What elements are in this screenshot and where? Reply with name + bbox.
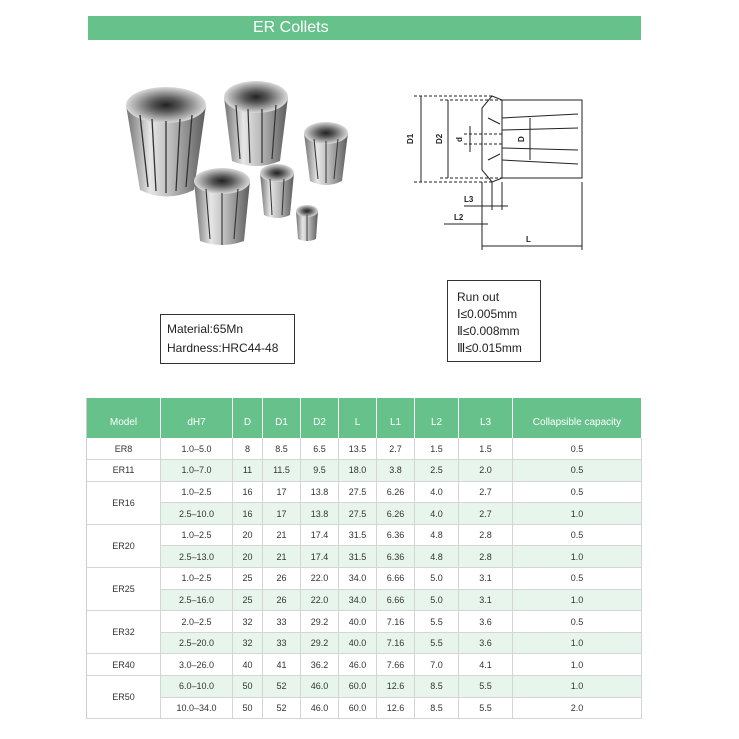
table-cell: 2.0–2.5 [161,611,233,633]
table-row [87,697,642,719]
table-cell: 40.0 [339,632,377,654]
table-cell: 60.0 [339,697,377,719]
collet-large-left [126,87,206,197]
table-cell: 3.1 [459,568,513,590]
table-cell: 1.0–2.5 [161,481,233,503]
model-cell: ER25 [87,568,161,611]
table-cell: 40.0 [339,611,377,633]
table-cell: 21 [263,546,301,568]
label-l3: L3 [464,195,474,204]
table-cell: 1.0–7.0 [161,460,233,482]
table-row [87,503,642,525]
table-cell: 2.5–10.0 [161,503,233,525]
table-cell: 34.0 [339,589,377,611]
table-cell: 3.1 [459,589,513,611]
table-row [87,654,642,676]
table-cell: 1.0 [513,676,642,698]
table-cell: 2.5–16.0 [161,589,233,611]
table-cell: 2.5 [415,460,459,482]
table-cell: 36.2 [301,654,339,676]
table-cell: 21 [263,524,301,546]
table-cell: 9.5 [301,460,339,482]
table-cell: 1.0 [513,589,642,611]
model-cell: ER16 [87,481,161,524]
table-cell: 1.0 [513,654,642,676]
table-cell: 1.0–2.5 [161,524,233,546]
table-cell: 17 [263,503,301,525]
table-cell: 27.5 [339,481,377,503]
table-cell: 7.66 [377,654,415,676]
collet-dimension-diagram [404,78,586,256]
table-cell: 20 [233,524,263,546]
table-cell: 25 [233,589,263,611]
table-cell: 6.0–10.0 [161,676,233,698]
model-cell: ER20 [87,524,161,567]
table-cell: 26 [263,589,301,611]
table-cell: 0.5 [513,438,642,460]
table-cell: 22.0 [301,589,339,611]
table-cell: 13.8 [301,481,339,503]
table-cell: 2.0 [459,460,513,482]
table-row [87,589,642,611]
table-cell: 31.5 [339,546,377,568]
table-cell: 0.5 [513,481,642,503]
table-cell: 5.0 [415,589,459,611]
table-cell: 8.5 [415,676,459,698]
table-cell: 2.7 [459,481,513,503]
table-cell: 3.0–26.0 [161,654,233,676]
table-cell: 13.8 [301,503,339,525]
table-cell: 5.5 [459,697,513,719]
table-cell: 17 [263,481,301,503]
table-cell: 12.6 [377,676,415,698]
table-cell: 1.0–2.5 [161,568,233,590]
table-cell: 8.5 [263,438,301,460]
table-cell: 50 [233,676,263,698]
table-row [87,460,642,482]
table-cell: 1.0 [513,632,642,654]
table-cell: 7.16 [377,611,415,633]
table-cell: 6.5 [301,438,339,460]
collet-small [260,164,294,218]
table-cell: 4.0 [415,481,459,503]
runout-heading: Run out [457,290,500,304]
runout-line-3: Ⅲ≤0.015mm [457,341,522,355]
table-cell: 6.36 [377,524,415,546]
column-header: D2 [301,398,339,438]
table-cell: 46.0 [339,654,377,676]
table-cell: 4.8 [415,524,459,546]
collet-medium-right [304,122,348,185]
label-big-d: D [517,136,526,142]
label-l2: L2 [454,213,464,222]
table-cell: 5.0 [415,568,459,590]
table-cell: 10.0–34.0 [161,697,233,719]
table-cell: 26 [263,568,301,590]
table-cell: 46.0 [301,676,339,698]
table-cell: 12.6 [377,697,415,719]
table-cell: 20 [233,546,263,568]
table-cell: 52 [263,697,301,719]
label-d2: D2 [435,133,444,144]
table-cell: 2.0 [513,697,642,719]
table-cell: 2.8 [459,546,513,568]
table-cell: 52 [263,676,301,698]
table-row [87,524,642,546]
table-cell: 3.8 [377,460,415,482]
table-cell: 5.5 [459,676,513,698]
table-row [87,568,642,590]
table-cell: 3.6 [459,632,513,654]
table-cell: 4.0 [415,503,459,525]
table-cell: 6.36 [377,546,415,568]
model-cell: ER40 [87,654,161,676]
collet-medium-left [194,168,250,245]
material-box [160,314,295,364]
table-row [87,438,642,460]
collets-photo [120,75,360,255]
label-d: d [455,137,464,142]
table-cell: 11.5 [263,460,301,482]
table-row [87,676,642,698]
table-cell: 4.1 [459,654,513,676]
material-line: Material:65Mn [167,322,244,336]
table-row [87,481,642,503]
table-cell: 0.5 [513,611,642,633]
table-cell: 5.5 [415,632,459,654]
table-cell: 6.66 [377,568,415,590]
table-cell: 5.5 [415,611,459,633]
table-cell: 50 [233,697,263,719]
table-cell: 25 [233,568,263,590]
collet-large-right [224,81,288,166]
page-title: ER Collets [88,16,641,40]
table-cell: 3.6 [459,611,513,633]
table-cell: 22.0 [301,568,339,590]
label-l: L [526,235,531,244]
table-cell: 7.0 [415,654,459,676]
model-cell: ER11 [87,460,161,482]
label-d1: D1 [406,133,415,144]
table-cell: 2.8 [459,524,513,546]
table-cell: 6.66 [377,589,415,611]
table-cell: 31.5 [339,524,377,546]
table-cell: 1.0 [513,546,642,568]
column-header: Collapsible capacity [513,398,642,438]
table-cell: 2.5–13.0 [161,546,233,568]
table-row [87,632,642,654]
table-cell: 18.0 [339,460,377,482]
column-header: D1 [263,398,301,438]
spec-table [86,398,642,719]
table-header-row [87,398,642,438]
runout-box [447,280,541,362]
table-row [87,611,642,633]
table-cell: 8 [233,438,263,460]
table-cell: 34.0 [339,568,377,590]
table-cell: 16 [233,481,263,503]
table-cell: 17.4 [301,524,339,546]
table-cell: 46.0 [301,697,339,719]
table-cell: 1.5 [459,438,513,460]
table-cell: 2.7 [377,438,415,460]
table-cell: 6.26 [377,503,415,525]
table-cell: 17.4 [301,546,339,568]
table-cell: 0.5 [513,524,642,546]
table-cell: 1.0–5.0 [161,438,233,460]
column-header: D [233,398,263,438]
table-cell: 29.2 [301,632,339,654]
table-cell: 2.7 [459,503,513,525]
table-cell: 41 [263,654,301,676]
collet-tiny [296,205,318,241]
table-cell: 16 [233,503,263,525]
table-cell: 8.5 [415,697,459,719]
table-cell: 2.5–20.0 [161,632,233,654]
table-cell: 0.5 [513,568,642,590]
column-header: L2 [415,398,459,438]
column-header: L1 [377,398,415,438]
table-cell: 33 [263,632,301,654]
table-cell: 33 [263,611,301,633]
table-cell: 32 [233,632,263,654]
table-cell: 6.26 [377,481,415,503]
table-cell: 1.5 [415,438,459,460]
runout-line-1: Ⅰ≤0.005mm [457,307,518,321]
table-cell: 29.2 [301,611,339,633]
model-cell: ER50 [87,676,161,719]
column-header: dH7 [161,398,233,438]
table-cell: 1.0 [513,503,642,525]
table-row [87,546,642,568]
column-header: L3 [459,398,513,438]
hardness-line: Hardness:HRC44-48 [167,341,279,355]
model-cell: ER32 [87,611,161,654]
table-cell: 60.0 [339,676,377,698]
table-cell: 32 [233,611,263,633]
table-cell: 27.5 [339,503,377,525]
table-cell: 7.16 [377,632,415,654]
column-header: Model [87,398,161,438]
table-cell: 0.5 [513,460,642,482]
model-cell: ER8 [87,438,161,460]
table-cell: 4.8 [415,546,459,568]
table-cell: 13.5 [339,438,377,460]
table-cell: 11 [233,460,263,482]
runout-line-2: Ⅱ≤0.008mm [457,324,520,338]
column-header: L [339,398,377,438]
table-cell: 40 [233,654,263,676]
